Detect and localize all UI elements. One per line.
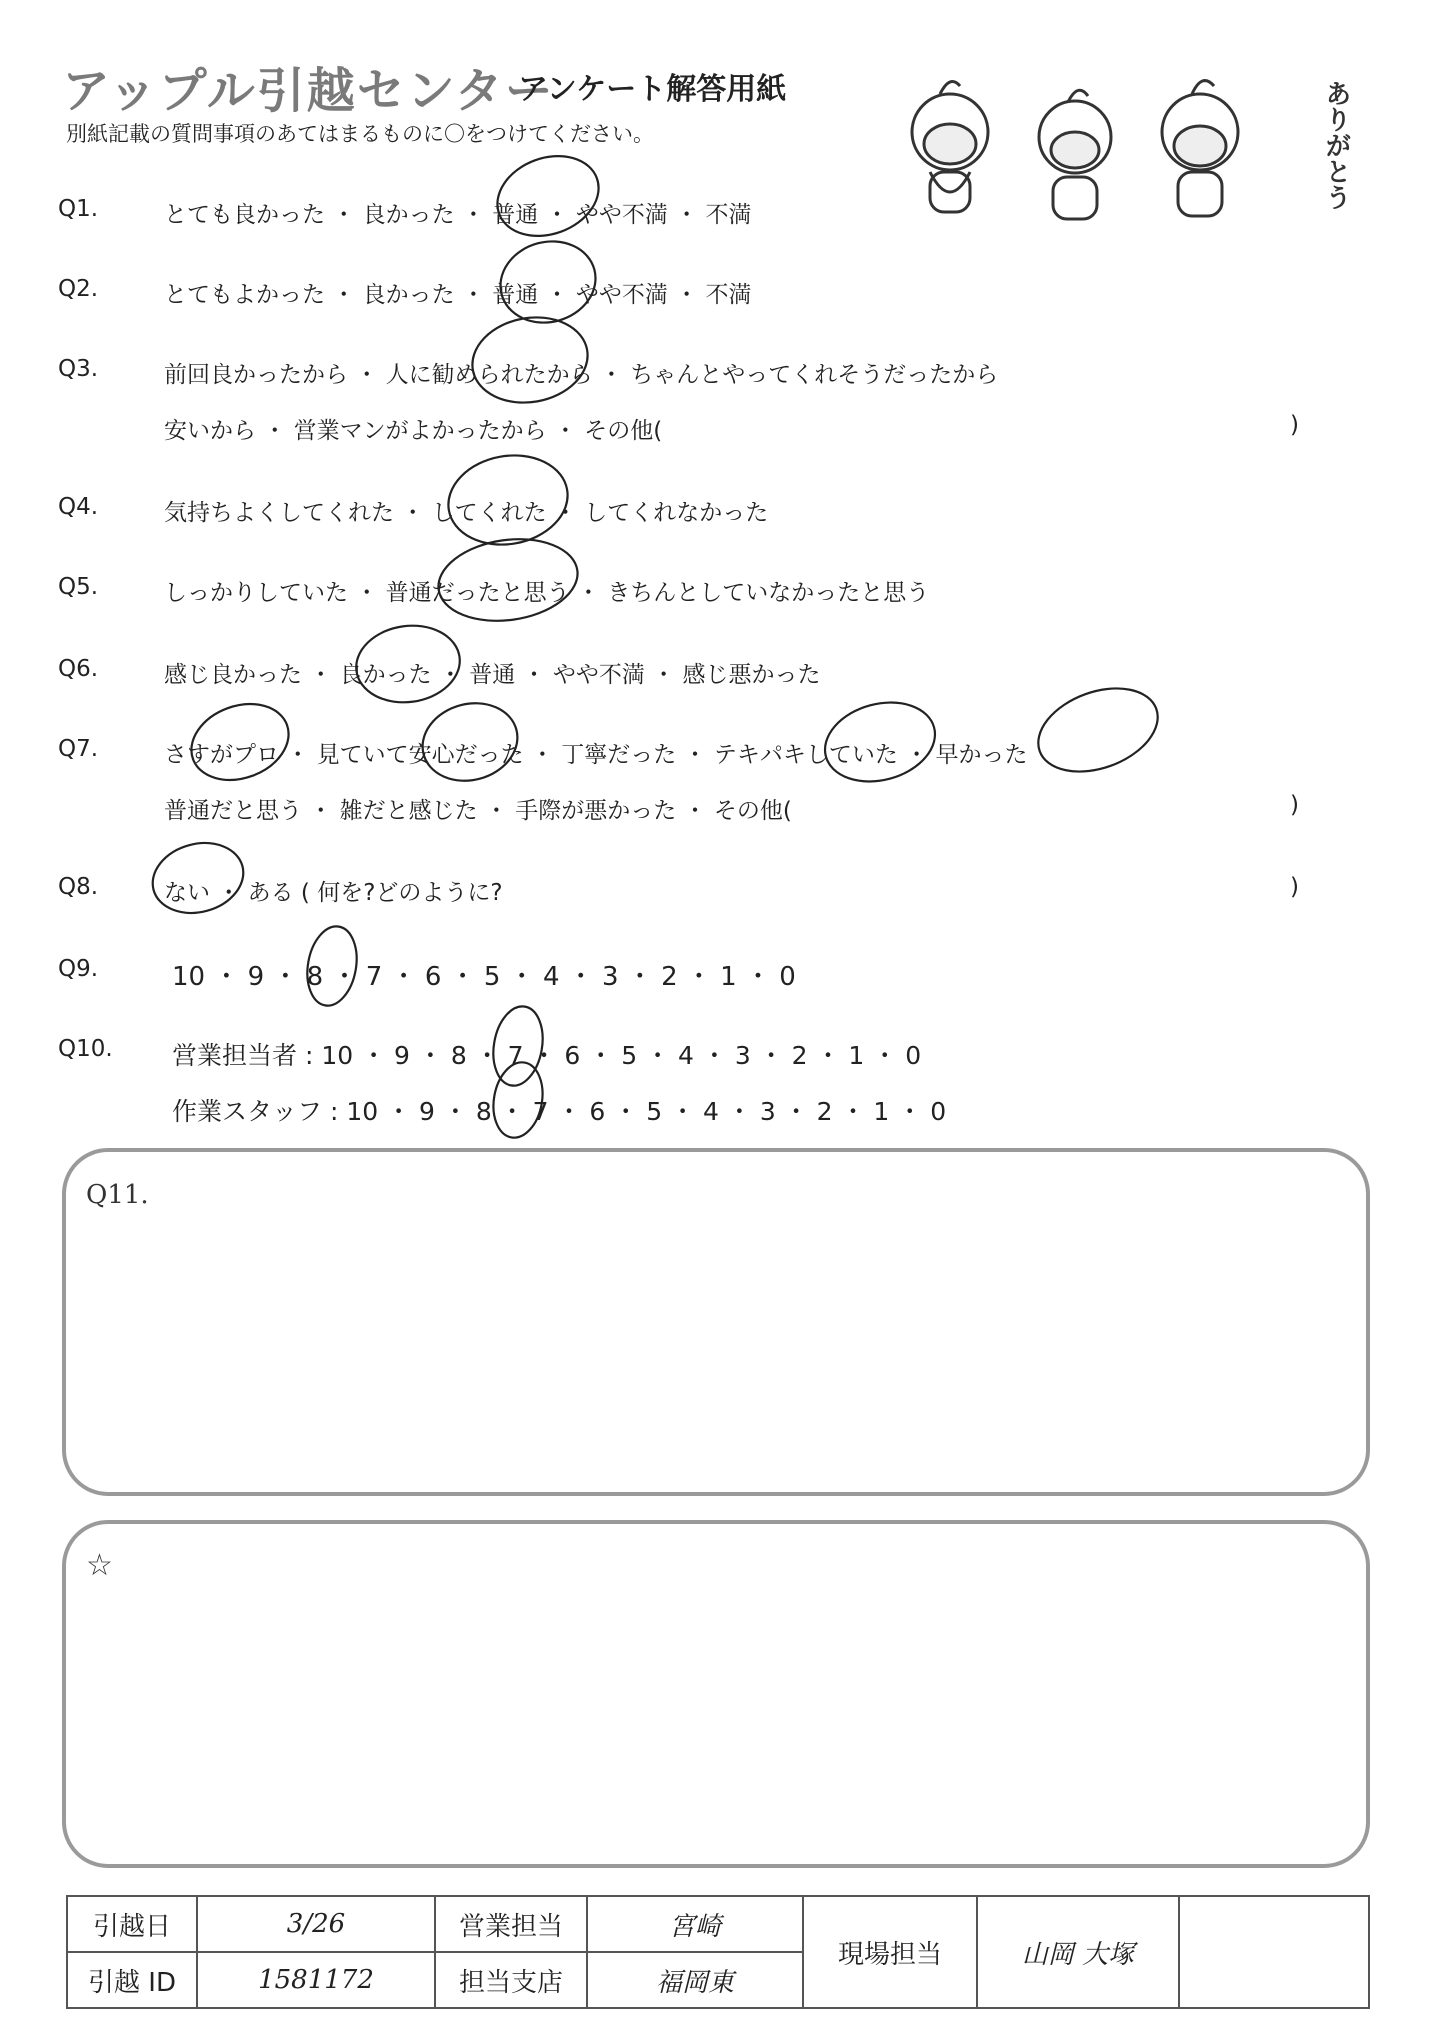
q11-comment-box[interactable] [62, 1148, 1370, 1496]
site-label: 現場担当 [803, 1896, 977, 2008]
q11-box-label: Q11. [86, 1180, 149, 1210]
q3-options-line1: 前回良かったから ・ 人に勧められたから ・ ちゃんとやってくれそうだったから [164, 362, 999, 388]
site-value: 山岡 大塚 [977, 1896, 1179, 2008]
q3-close-paren: ) [1290, 412, 1299, 438]
q2-label: Q2. [58, 276, 99, 302]
q1-options: とても良かった ・ 良かった ・ 普通 ・ やや不満 ・ 不満 [164, 202, 752, 228]
q10-staff-scale: 作業スタッフ : 10 ・ 9 ・ 8 ・ 7 ・ 6 ・ 5 ・ 4 ・ 3 ・ 2 ・ 1 ・ 0 [172, 1097, 947, 1126]
instruction-text: 別紙記載の質問事項のあてはまるものに〇をつけてください。 [66, 122, 654, 146]
q7-options-line1: さすがプロ ・ 見ていて安心だった ・ 丁寧だった ・ テキパキしていた ・ 早かった [164, 742, 1028, 768]
q7-close-paren: ) [1290, 792, 1299, 818]
mascot-thanks-text: ありがとう [1321, 80, 1351, 210]
sales-value: 宮崎 [587, 1896, 803, 1952]
q1-label: Q1. [58, 196, 99, 222]
q2-options: とてもよかった ・ 良かった ・ 普通 ・ やや不満 ・ 不満 [164, 282, 752, 308]
company-name: アップル引越センター [62, 63, 555, 119]
q9-scale: 10 ・ 9 ・ 8 ・ 7 ・ 6 ・ 5 ・ 4 ・ 3 ・ 2 ・ 1 ・ 0 [172, 962, 796, 992]
move-date-value: 3/26 [197, 1896, 435, 1952]
q3-options-line2: 安いから ・ 営業マンがよかったから ・ その他( [164, 418, 663, 444]
free-comment-box[interactable] [62, 1520, 1370, 1868]
q3-label: Q3. [58, 356, 99, 382]
sales-label: 営業担当 [435, 1896, 587, 1952]
q10-sales-scale: 営業担当者 : 10 ・ 9 ・ 8 ・ 7 ・ 6 ・ 5 ・ 4 ・ 3 ・ 2 ・ 1 ・ 0 [172, 1041, 922, 1070]
q6-label: Q6. [58, 656, 99, 682]
star-icon: ☆ [86, 1548, 113, 1583]
q4-label: Q4. [58, 494, 99, 520]
q8-options: ない ・ ある ( 何を?どのように? [164, 880, 503, 906]
q8-close-paren: ) [1290, 874, 1299, 900]
q8-label: Q8. [58, 874, 99, 900]
move-date-label: 引越日 [67, 1896, 197, 1952]
q5-options: しっかりしていた ・ 普通だったと思う ・ きちんとしていなかったと思う [164, 580, 930, 606]
q10-label: Q10. [58, 1036, 113, 1062]
q7-options-line2: 普通だと思う ・ 雑だと感じた ・ 手際が悪かった ・ その他( [164, 798, 792, 824]
q7-label: Q7. [58, 736, 99, 762]
q5-label: Q5. [58, 574, 99, 600]
q6-options: 感じ良かった ・ 良かった ・ 普通 ・ やや不満 ・ 感じ悪かった [164, 662, 821, 688]
move-id-value: 1581172 [197, 1952, 435, 2008]
footer-empty-cell [1179, 1896, 1369, 2008]
q4-options: 気持ちよくしてくれた ・ してくれた ・ してくれなかった [164, 500, 769, 526]
q9-label: Q9. [58, 956, 99, 982]
form-title: アンケート解答用紙 [518, 72, 787, 107]
branch-label: 担当支店 [435, 1952, 587, 2008]
branch-value: 福岡東 [587, 1952, 803, 2008]
footer-info-table [66, 1895, 1370, 2009]
move-id-label: 引越 ID [67, 1952, 197, 2008]
